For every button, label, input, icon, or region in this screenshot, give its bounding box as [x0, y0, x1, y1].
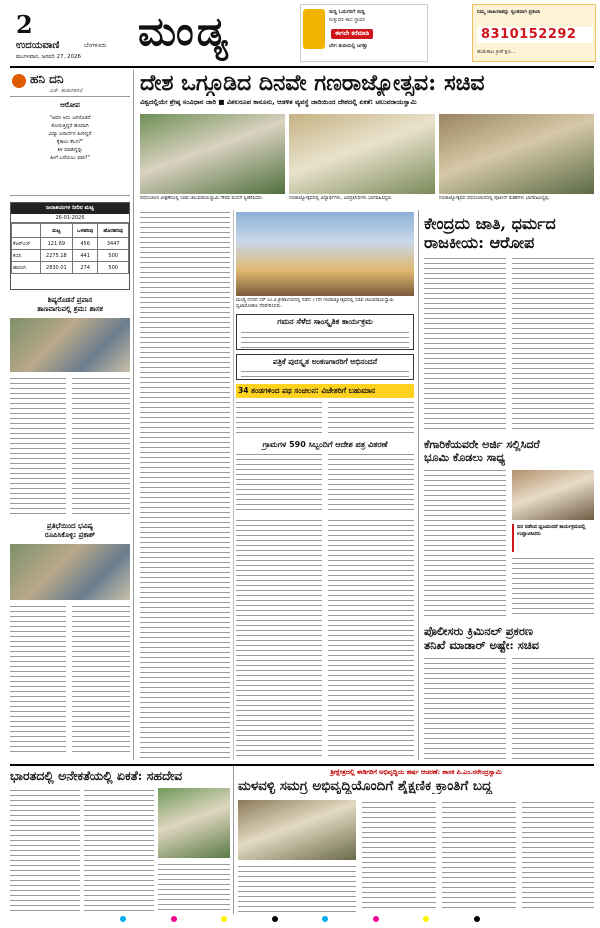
right-sub-body: [424, 468, 506, 618]
cultural-box: [236, 314, 414, 350]
story2-title: ಪ್ರತಿಭೆಯಿಂದ ಭವಿಷ್ಯ ರೂಪಿಸಿಕೊಳ್ಳಿ: ಪ್ರಕಾಶ್: [44, 522, 96, 539]
poem-box: [10, 96, 130, 196]
poem-line: ಕೈಕಾಲು ಕೆಲಸ?": [56, 139, 84, 145]
table-cell: ಕಬಿನಿ: [12, 250, 41, 262]
table-cell: 2275.18: [40, 250, 72, 262]
bottom-left-body: [10, 788, 80, 912]
paper-name: ಉದಯವಾಣಿ: [16, 40, 60, 51]
ad-right-line2: ಹುಡುಕಾಟ ಕ್ರೀಡೆ ಕ್ಷಣ...: [477, 49, 516, 55]
main-headline: ದೇಶ ಒಗ್ಗೂಡಿದ ದಿನವೇ ಗಣರಾಜ್ಯೋತ್ಸವ: ಸಚಿವ: [140, 70, 485, 96]
story2-photo: [10, 544, 130, 600]
poem-title: ಆರೋಪ: [60, 101, 80, 109]
bottom-left-photo: [158, 788, 230, 858]
right-body: [512, 256, 594, 432]
table-cell: 441: [72, 250, 98, 262]
table-header: ಹೊರಹರಿವು: [98, 224, 129, 238]
page-number: 2: [16, 10, 33, 39]
story2-body: [10, 604, 66, 754]
flag-photo-caption: ಮಂಡ್ಯ ನಗರದ ಸರ್ ಎಂ.ವಿ.ಕ್ರೀಡಾಂಗಣದಲ್ಲಿ ನಡೆದ 77ನೇ ಗಣರಾಜ್ಯೋತ್ಸವದಲ್ಲಿ ಸಚಿವ ಚಲುವರಾಯಸ್ವಾಮಿ ಧ್ವಜಾರೋಹಣ ನೆರವೇರಿಸಿದರು.: [236, 298, 394, 309]
column-divider: [418, 210, 419, 760]
column-divider: [233, 766, 234, 914]
table-row: [12, 238, 129, 250]
bottom-left-headline: ಭಾರತದಲ್ಲಿ ಅನೇಕತೆಯಲ್ಲಿ ಏಕತೆ: ಸಹದೇವ: [10, 768, 183, 783]
award-head: ಪತ್ರಿಕೆ ಪುರಸ್ಕೃತ ಅಂಕಣಗಾರರಿಗೆ ಅಭಿನಂದನೆ: [272, 357, 378, 366]
photo-parade-vehicle: [140, 114, 285, 194]
poem-line: ತಿಳಿ ಮಾಡಿದ್ದನ್ನು: [57, 147, 83, 153]
ad-center-line2: ಸುತ್ತುವರಿ ಕಾದ ಸ್ಥಾವರ: [329, 17, 365, 23]
brand-badge: [12, 74, 26, 88]
reservoir-grid: [11, 223, 129, 274]
land-head: ಗ್ರಾಮಗಳ 590 ಸಿಬ್ಬಂದಿಗೆ ಆದೇಶ ಪತ್ರ ವಿತರಣೆ: [262, 440, 388, 449]
bottom-right-headline: ಮಳವಳ್ಳಿ ಸಮಗ್ರ ಅಭಿವೃದ್ಧಿಯೊಂದಿಗೆ ಶೈಕ್ಷಣಿಕ ಕ್ರಾಂತಿಗೆ ಬದ್ಧ: [238, 778, 492, 794]
table-header: [12, 224, 41, 238]
bottom-right-body: [522, 800, 594, 912]
story1-photo: [10, 318, 130, 372]
table-cell: 2830.01: [40, 262, 72, 274]
section-title: ಮಂಡ್ಯ: [138, 8, 231, 55]
bottom-right-photo: [238, 800, 356, 860]
right-sub-body: [512, 556, 594, 618]
police-body: [512, 656, 594, 760]
bottom-rule: [10, 764, 594, 766]
table-cell: 500: [98, 262, 129, 274]
table-cell: 3447: [98, 238, 129, 250]
date-line: ಮಂಗಳವಾರ, ಜನವರಿ 27, 2026: [16, 54, 81, 60]
caption-parade: ಪಥಸಂಚಲನ ವೀಕ್ಷಣೆಯಲ್ಲಿ ಸಚಿವ ಚಲುವರಾಯಸ್ವಾಮಿ ಗೌರವ ವಂದನೆ ಸ್ವೀಕರಿಸಿದರು.: [140, 196, 264, 201]
right-sub-headline: ಕೆಗಾರಿಕೆಯವರೇ ಅರ್ಜಿ ಸಲ್ಲಿಸಿದರೆ ಭೂಮಿ ಕೊಡಲು ಸಾಧ್ಯ: [424, 438, 540, 464]
right-headline: ಕೇಂದ್ರದು ಜಾತಿ, ಧರ್ಮದ ರಾಜಕೀಯ: ಆರೋಪ: [424, 214, 556, 252]
blue-body: [328, 400, 414, 436]
table-cell: 121.69: [40, 238, 72, 250]
table-title: ಜಲಾಶಯಗಳ ನೀರಿನ ಮಟ್ಟ: [11, 203, 129, 214]
poem-line: ಹೀಗೆ ಬರೆಯಲು ಪಾಠ?": [50, 155, 90, 161]
photo-flag-hoisting: [236, 212, 414, 296]
table-date: 26-01-2026: [11, 214, 129, 223]
edition: ಬೆಂಗಳೂರು: [84, 42, 107, 49]
table-row: [12, 250, 129, 262]
story1-body: [72, 376, 130, 516]
ad-center-line1: ಸುದ್ದಿ ಓದುಗರಿಗೆ ಸುದ್ದಿ: [329, 9, 365, 15]
main-body: [140, 210, 230, 760]
masthead: [0, 0, 600, 66]
bottom-right-kicker: ಶ್ರೀಕ್ಷೇತ್ರದಲ್ಲಿ ಈಡಿಗರಿಗೆ ಅಭಿವೃದ್ಧಿಯ ಹರ್ಷ ಆಚರಣೆ: ಶಾಸಕ ಪಿ.ಎಂ.ನರೇಂದ್ರಸ್ವಾಮಿ: [330, 768, 502, 776]
table-header-row: [12, 224, 129, 238]
land-body: [328, 452, 414, 512]
right-quote-text: ದಿನ ನಡೆಸಿದ ಧ್ವಜವಂದನೆ ಕಾರ್ಯಕ್ರಮದಲ್ಲಿ ಉದ್ಘಾಟಿಸಿದರು: [517, 524, 586, 537]
table-cell: 500: [98, 250, 129, 262]
blue-head: 34 ತಂಡಗಳಿಂದ ಪಥ ಸಂಚಲನ: ವಿಜೇತರಿಗೆ ಬಹುಮಾನ: [238, 386, 376, 395]
story1-title: ಶಿಷ್ಯರೊಡನೆ ಪ್ರವಾಸ ತಾಣವಾಗುವಲ್ಲಿ ಶ್ರಮ: ಶಾಸಕ: [37, 296, 103, 313]
center-body: [236, 518, 322, 760]
ad-right[interactable]: [472, 4, 596, 62]
story2-body: [72, 604, 130, 754]
main-subhead: ವಿಶ್ವದಲ್ಲಿಯೇ ಶ್ರೇಷ್ಠ ಸಂವಿಧಾನ ಜಾರಿ ■ ವಿಶಲರೂಪ ಕಾನೂನು, ಆಡಳಿತ ವ್ಯವಸ್ಥೆ ಜಾರಿಯಿಂದ ದೇಶದಲ್ಲಿ ಏಕತೆ: ಚಲುವರಾಯಸ್ವಾಮಿ: [140, 98, 417, 106]
column-divider: [233, 210, 234, 760]
bottom-right-body: [238, 864, 356, 912]
table-header: ಮಟ್ಟ: [40, 224, 72, 238]
center-body: [328, 518, 414, 760]
left-column: [10, 70, 130, 760]
brand-sub: ವಿಜ್. ಹುಡುಗಿರಿಗಲೆ: [50, 88, 83, 94]
poem-line: ಕೋರುತ್ತಿದ್ದರೆ ಹಣವಾಗಿ: [51, 123, 89, 129]
police-body: [424, 656, 506, 760]
poem-line: "ಅವರ ಅದು ಜನರೊಡನೆ: [49, 115, 91, 121]
brand: ಹನಿ ದನಿ: [30, 72, 64, 86]
blue-head-banner: [236, 384, 414, 398]
table-cell: 456: [72, 238, 98, 250]
police-headline: ಪೊಲೀಸರು ಕ್ರಿಮಿನಲ್ ಪ್ರಕರಣ ತನಿಖೆ ಮಾಡಾರ್ ಅಷ್ಟೇ: ಸಚಿವ: [424, 624, 539, 652]
blue-body: [236, 400, 322, 436]
column-divider: [133, 70, 134, 760]
reservoir-table: [10, 202, 130, 290]
ad-right-phone: 8310152292: [481, 27, 577, 42]
photo-ceremony: [289, 114, 435, 194]
right-photo: [512, 470, 594, 520]
ad-center[interactable]: [300, 4, 428, 62]
bottom-right-body: [442, 800, 516, 912]
award-box: [236, 354, 414, 380]
bottom-left-body: [158, 862, 230, 912]
cultural-head: ಗಮನ ಸೆಳೆದ ಸಾಂಸ್ಕೃತಿಕ ಕಾರ್ಯಕ್ರಮ: [277, 317, 373, 326]
poem-line: ವಿದ್ಯಾ ಜನಾರ್ದನ ಹೀರಿದ್ದರೆ: [48, 131, 92, 137]
bottom-right-body: [362, 800, 436, 912]
table-cell: 274: [72, 262, 98, 274]
story1-body: [10, 376, 66, 516]
photo-police-march: [439, 114, 594, 194]
table-cell: ಹಾರಂಗಿ: [12, 262, 41, 274]
ad-right-line1: ನಿಮ್ಮ ಜಾಹೀರಾತನ್ನು ಸ್ವಂತವಾಗಿ ಪ್ರಕಟಿಸಿ: [477, 9, 541, 15]
registration-marks: [120, 916, 480, 924]
land-body: [236, 452, 322, 512]
masthead-rule: [10, 66, 594, 68]
table-cell: ಕೆಆರ್‌ಎಸ್: [12, 238, 41, 250]
caption-police: ಗಣರಾಜ್ಯೋತ್ಸವದ ಪಥಸಂಚಲನದಲ್ಲಿ ಪೊಲೀಸ್ ತುಕಡಿಗಳು ಭಾಗವಹಿಸಿದ್ದವು.: [439, 196, 551, 201]
caption-ceremony: ಗಣರಾಜ್ಯೋತ್ಸವದಲ್ಲಿ ವಿದ್ಯಾರ್ಥಿಗಳು, ಜನಪ್ರತಿನಿಧಿಗಳು ಭಾಗವಹಿಸಿದ್ದರು.: [289, 196, 393, 201]
right-quote: [512, 524, 594, 552]
ad-center-line3: ಬೇಗ ತುದಿಯಲ್ಲಿ ಜಗತ್ತು: [329, 43, 368, 49]
table-header: ಒಳಹರಿವು: [72, 224, 98, 238]
ad-center-highlight: ಈಗಲೇ ಕರೆಮಾಡಿ: [331, 29, 373, 39]
table-row: [12, 262, 129, 274]
bottom-left-body: [84, 788, 154, 912]
right-body: [424, 256, 506, 432]
